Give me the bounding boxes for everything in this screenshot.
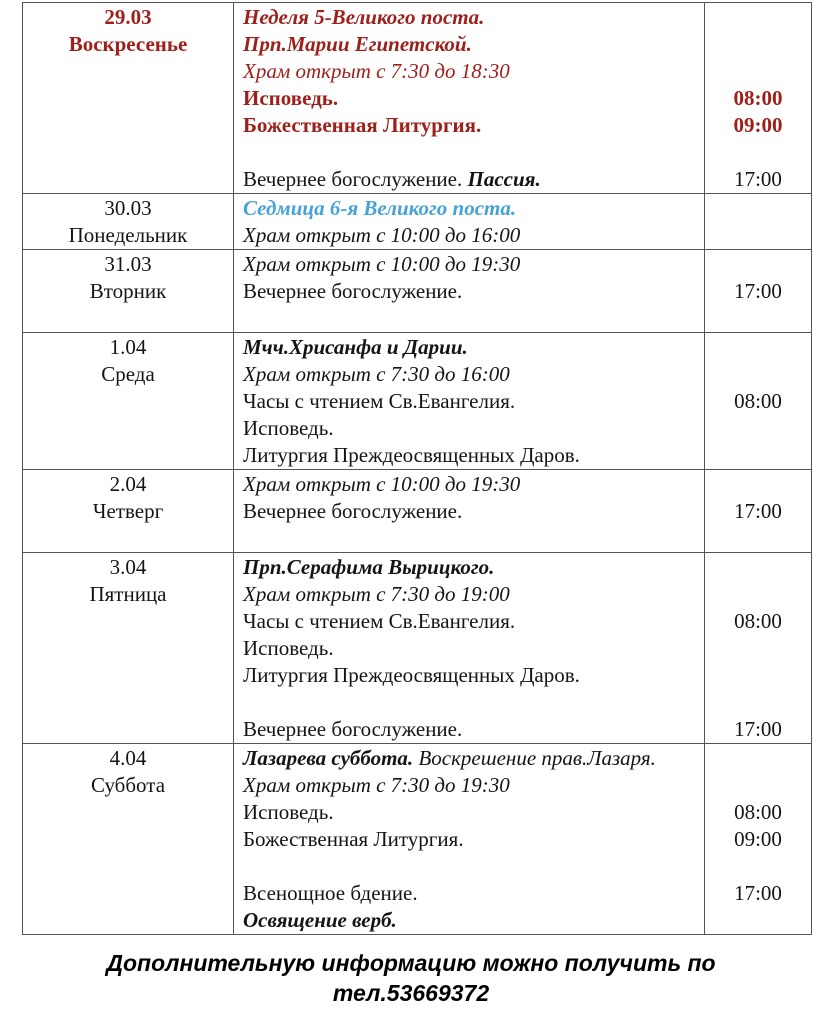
day-label: Воскресенье: [68, 32, 188, 56]
text-segment: Храм открыт с 10:00 до 19:30: [243, 472, 521, 496]
footer-note: [0, 948, 822, 1008]
schedule-line: [243, 31, 704, 58]
table-row: [23, 333, 811, 470]
time-value: [705, 222, 811, 249]
schedule-line: [243, 4, 704, 31]
schedule-line: [243, 745, 704, 772]
schedule-line: [243, 772, 704, 799]
text-segment: Освящение верб.: [243, 908, 397, 932]
schedule-line: [243, 799, 704, 826]
date-label: 1.04: [109, 335, 147, 359]
time-value: [705, 4, 811, 31]
table-row: [23, 250, 811, 333]
schedule-line: [243, 554, 704, 581]
schedule-line: [243, 635, 704, 662]
schedule-table: [22, 2, 812, 935]
text-segment: Исповедь.: [243, 800, 334, 824]
description-cell: [234, 194, 705, 249]
table-row: [23, 194, 811, 250]
date-cell: [23, 3, 234, 193]
date-label: 31.03: [104, 252, 152, 276]
time-value: [705, 58, 811, 85]
time-value: [705, 471, 811, 498]
text-segment: Часы с чтением Св.Евангелия.: [243, 389, 516, 413]
time-cell: [705, 333, 811, 469]
time-value: 08:00: [733, 86, 783, 110]
time-value: [705, 581, 811, 608]
date-cell: [23, 194, 234, 249]
date-label: 30.03: [104, 196, 152, 220]
schedule-line: [243, 112, 704, 139]
time-value: 08:00: [734, 609, 782, 633]
time-value: 09:00: [733, 113, 783, 137]
date-label: 29.03: [104, 5, 152, 29]
date-cell: [23, 470, 234, 552]
day-label: Понедельник: [68, 223, 188, 247]
description-cell: [234, 333, 705, 469]
footer-phone: тел.53669372: [332, 980, 490, 1006]
schedule-line: [243, 853, 704, 880]
time-value: 17:00: [734, 279, 782, 303]
time-value: [705, 745, 811, 772]
schedule-line: [243, 498, 704, 525]
date-label: 2.04: [109, 472, 147, 496]
text-segment: Божественная Литургия.: [243, 113, 482, 137]
schedule-line: [243, 278, 704, 305]
table-row: [23, 3, 811, 194]
time-value: 08:00: [734, 389, 782, 413]
schedule-line: [243, 334, 704, 361]
time-value: 08:00: [734, 800, 782, 824]
day-label: Среда: [101, 362, 155, 386]
time-cell: [705, 470, 811, 552]
schedule-line: [243, 388, 704, 415]
schedule-line: [243, 608, 704, 635]
text-segment: Вечернее богослужение.: [243, 167, 468, 191]
text-segment: Седмица 6-я Великого поста.: [243, 196, 517, 220]
time-value: [705, 442, 811, 469]
time-cell: [705, 553, 811, 743]
schedule-line: [243, 581, 704, 608]
day-label: Вторник: [89, 279, 167, 303]
time-value: 17:00: [734, 167, 782, 191]
text-segment: Прп.Марии Египетской.: [243, 32, 472, 56]
text-segment: Мчч.Хрисанфа и Дарии.: [243, 335, 468, 359]
table-row: [23, 744, 811, 934]
schedule-line: [243, 222, 704, 249]
time-cell: [705, 744, 811, 934]
text-segment: Исповедь.: [243, 416, 334, 440]
text-segment: Пассия.: [467, 167, 541, 191]
time-value: [705, 772, 811, 799]
time-value: [705, 195, 811, 222]
schedule-line: [243, 361, 704, 388]
time-value: 09:00: [734, 827, 782, 851]
text-segment: Божественная Литургия.: [243, 827, 464, 851]
time-value: [705, 853, 811, 880]
text-segment: Вечернее богослужение.: [243, 717, 463, 741]
time-value: [705, 361, 811, 388]
text-segment: Литургия Преждеосвященных Даров.: [243, 663, 580, 687]
text-segment: Храм открыт с 10:00 до 16:00: [243, 223, 521, 247]
schedule-line: [243, 305, 704, 332]
date-cell: [23, 333, 234, 469]
date-label: 3.04: [109, 555, 147, 579]
schedule-line: [243, 716, 704, 743]
time-value: [705, 251, 811, 278]
table-row: [23, 553, 811, 744]
time-value: [705, 662, 811, 689]
date-cell: [23, 250, 234, 332]
time-cell: [705, 250, 811, 332]
time-value: [705, 305, 811, 332]
day-label: Четверг: [92, 499, 164, 523]
text-segment: Часы с чтением Св.Евангелия.: [243, 609, 516, 633]
text-segment: Вечернее богослужение.: [243, 279, 463, 303]
description-cell: [234, 3, 705, 193]
time-value: [705, 907, 811, 934]
schedule-line: [243, 415, 704, 442]
schedule-line: [243, 880, 704, 907]
description-cell: [234, 553, 705, 743]
schedule-line: [243, 139, 704, 166]
time-value: 17:00: [734, 717, 782, 741]
time-value: [705, 635, 811, 662]
text-segment: Исповедь.: [243, 636, 334, 660]
text-segment: Неделя 5-Великого поста.: [243, 5, 485, 29]
time-cell: [705, 3, 811, 193]
text-segment: Прп.Серафима Вырицкого.: [243, 555, 495, 579]
schedule-line: [243, 195, 704, 222]
text-segment: Всенощное бдение.: [243, 881, 418, 905]
text-segment: Храм открыт с 10:00 до 19:30: [243, 252, 521, 276]
text-segment: Храм открыт с 7:30 до 16:00: [243, 362, 510, 386]
time-cell: [705, 194, 811, 249]
schedule-line: [243, 85, 704, 112]
schedule-line: [243, 442, 704, 469]
day-label: Пятница: [89, 582, 167, 606]
schedule-line: [243, 907, 704, 934]
text-segment: Воскрешение прав.Лазаря.: [418, 746, 656, 770]
text-segment: Лазарева суббота.: [243, 746, 419, 770]
text-segment: Храм открыт с 7:30 до 19:00: [243, 582, 510, 606]
date-cell: [23, 744, 234, 934]
table-row: [23, 470, 811, 553]
date-label: 4.04: [109, 746, 147, 770]
date-cell: [23, 553, 234, 743]
schedule-line: [243, 662, 704, 689]
time-value: [705, 525, 811, 552]
schedule-line: [243, 58, 704, 85]
time-value: 17:00: [734, 881, 782, 905]
day-label: Суббота: [90, 773, 166, 797]
time-value: [705, 31, 811, 58]
time-value: [705, 415, 811, 442]
text-segment: Вечернее богослужение.: [243, 499, 463, 523]
description-cell: [234, 470, 705, 552]
time-value: [705, 334, 811, 361]
schedule-line: [243, 471, 704, 498]
text-segment: Литургия Преждеосвященных Даров.: [243, 443, 580, 467]
text-segment: Храм открыт с 7:30 до 19:30: [243, 773, 510, 797]
time-value: [705, 689, 811, 716]
schedule-line: [243, 826, 704, 853]
description-cell: [234, 250, 705, 332]
schedule-line: [243, 525, 704, 552]
time-value: [705, 554, 811, 581]
schedule-line: [243, 166, 704, 193]
schedule-line: [243, 251, 704, 278]
time-value: [705, 139, 811, 166]
text-segment: Исповедь.: [243, 86, 339, 110]
footer-line-1: Дополнительную информацию можно получить по: [106, 950, 716, 976]
text-segment: Храм открыт с 7:30 до 18:30: [243, 59, 510, 83]
schedule-line: [243, 689, 704, 716]
time-value: 17:00: [734, 499, 782, 523]
description-cell: [234, 744, 705, 934]
